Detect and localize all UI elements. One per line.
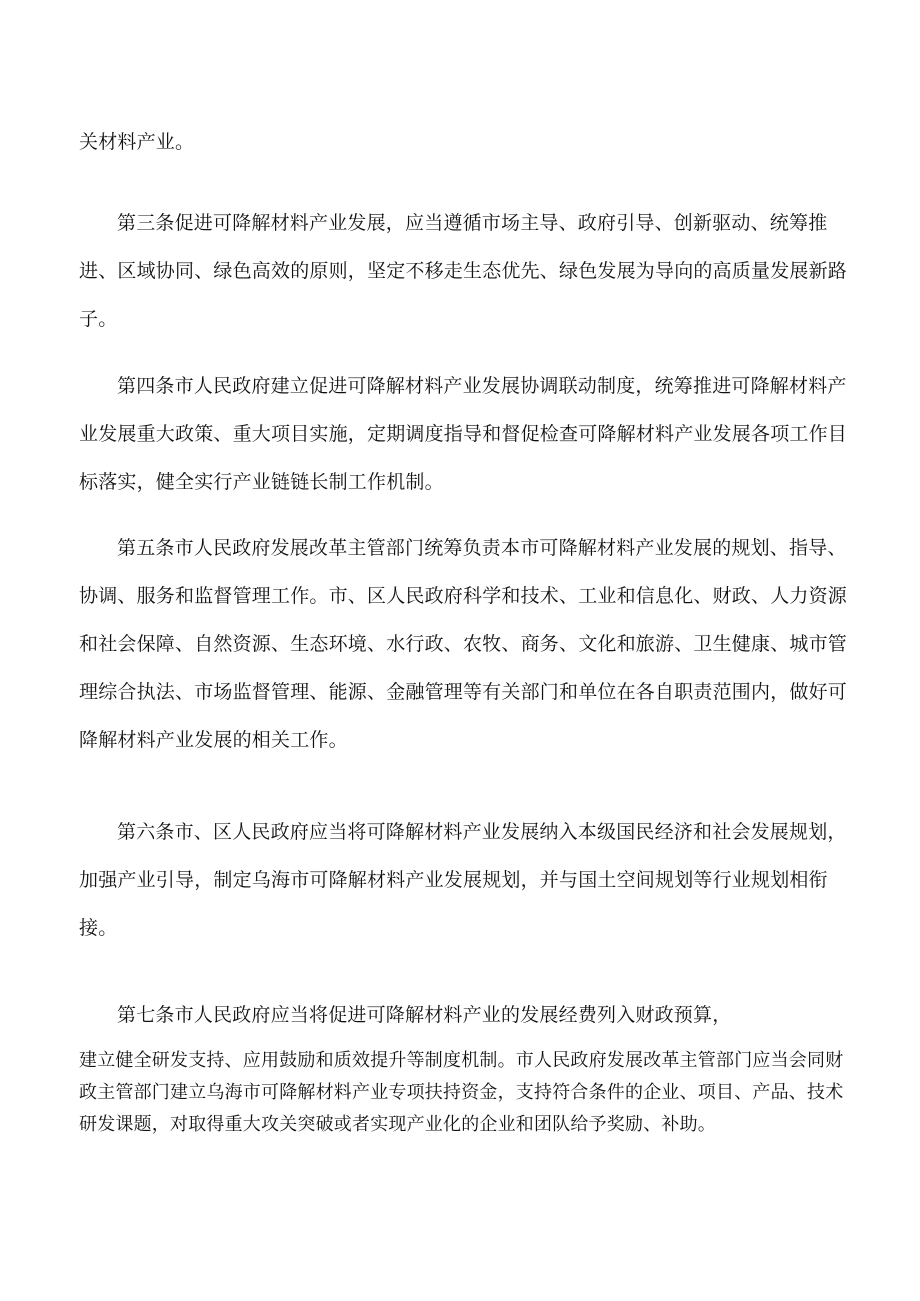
article-3-paragraph: 第三条促进可降解材料产业发展，应当遵循市场主导、政府引导、创新驱动、统筹推进、区域协同、绿色高效的原则，坚定不移走生态优先、绿色发展为导向的高质量发展新路子。	[79, 212, 848, 330]
paragraph-continuation: 关材料产业。	[79, 131, 195, 153]
article-7-first-line: 第七条市人民政府应当将促进可降解材料产业的发展经费列入财政预算，	[117, 1004, 732, 1026]
article-7-body: 建立健全研发支持、应用鼓励和质效提升等制度机制。市人民政府发展改革主管部门应当会同财政主管部门建立乌海市可降解材料产业专项扶持资金，支持符合条件的企业、项目、产品、技术研发课题，对取得重大攻关突破或者实现产业化的企业和团队给予奖励、补助。	[79, 1050, 844, 1135]
article-4-paragraph: 第四条市人民政府建立促进可降解材料产业发展协调联动制度，统筹推进可降解材料产业发展重大政策、重大项目实施，定期调度指导和督促检查可降解材料产业发展各项工作目标落实，健全实行产业链链长制工作机制。	[79, 375, 848, 493]
article-6-paragraph: 第六条市、区人民政府应当将可降解材料产业发展纳入本级国民经济和社会发展规划，加强产业引导，制定乌海市可降解材料产业发展规划，并与国土空间规划等行业规划相衔接。	[79, 821, 847, 939]
article-5-paragraph: 第五条市人民政府发展改革主管部门统筹负责本市可降解材料产业发展的规划、指导、协调、服务和监督管理工作。市、区人民政府科学和技术、工业和信息化、财政、人力资源和社会保障、自然资源、生态环境、水行政、农牧、商务、文化和旅游、卫生健康、城市管理综合执法、市场监督管理、能源、金融管理等有关部门和单位在各自职责范围内，做好可降解材料产业发展的相关工作。	[79, 537, 848, 751]
